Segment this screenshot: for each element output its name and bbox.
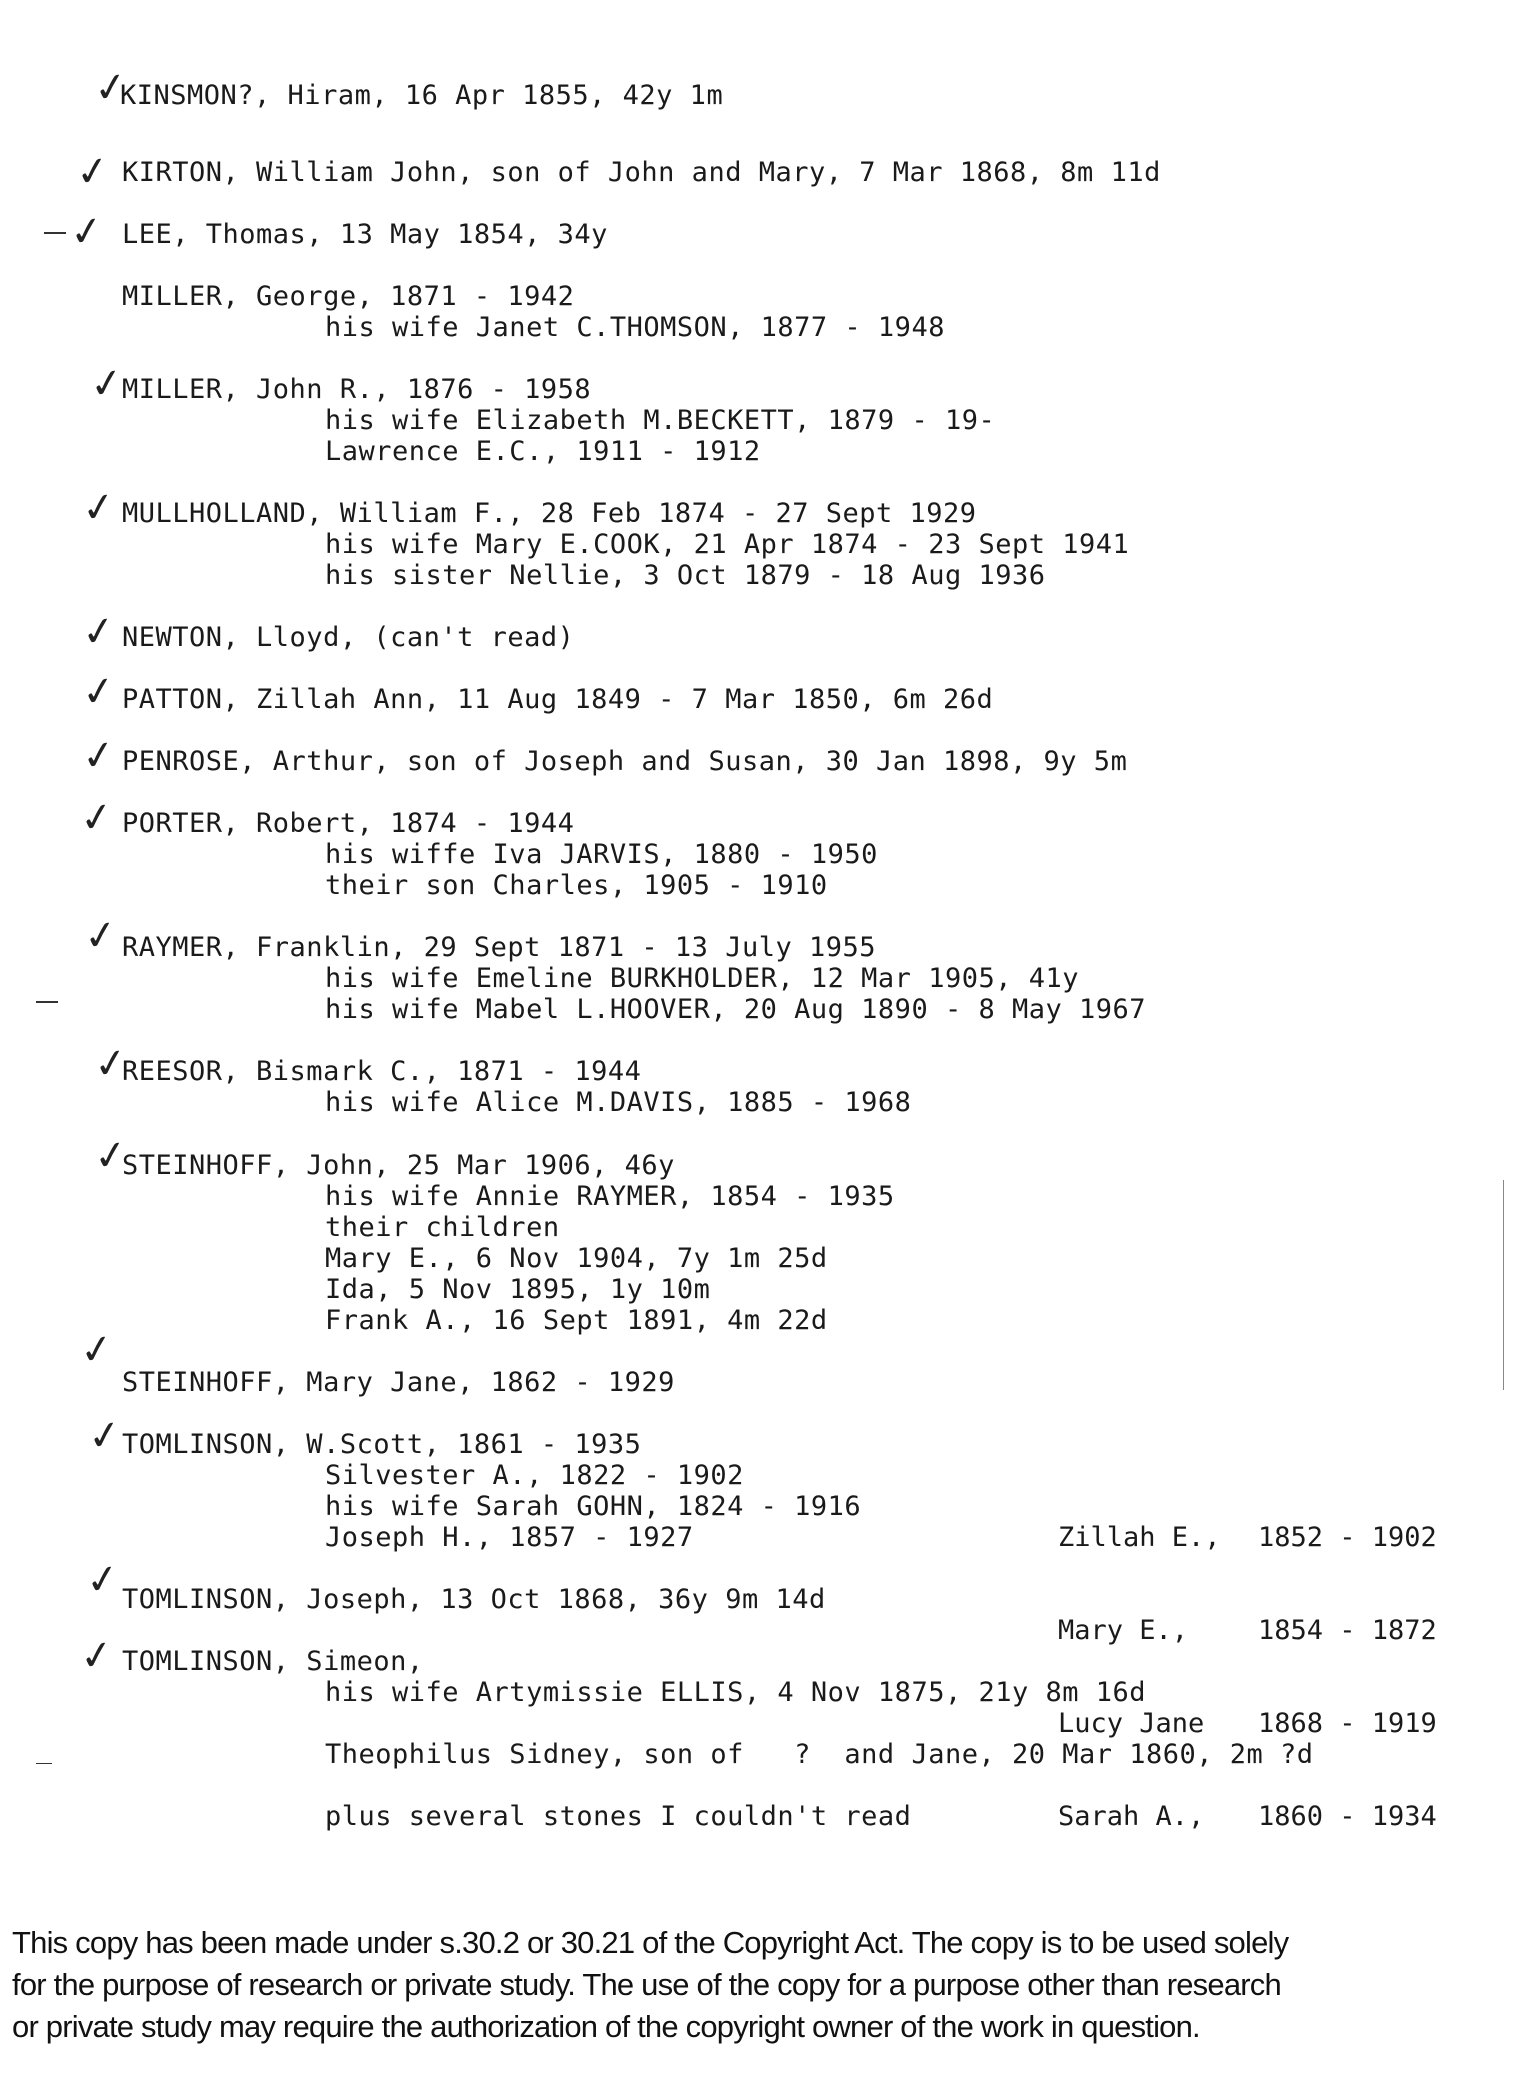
entry-line: his wife Alice M.DAVIS, 1885 - 1968	[325, 1087, 912, 1118]
child-dates: 1868 - 1919	[1258, 1708, 1437, 1739]
unreadable-note: plus several stones I couldn't read	[325, 1801, 912, 1832]
check-mark-icon: ✓	[84, 1410, 125, 1462]
entry-head: MILLER, John R., 1876 - 1958	[122, 374, 592, 405]
entry-line: his wiffe Iva JARVIS, 1880 - 1950	[325, 839, 878, 870]
entry-head: TOMLINSON, W.Scott, 1861 - 1935	[122, 1429, 642, 1460]
list-item	[1058, 1708, 1437, 1739]
entry-line: his wife Annie RAYMER, 1854 - 1935	[325, 1181, 895, 1212]
entry-line: his wife Janet C.THOMSON, 1877 - 1948	[325, 312, 945, 343]
entry-head: KIRTON, William John, son of John and Mary, 7 Mar 1868, 8m 11d	[122, 157, 1161, 188]
check-mark-icon: ✓	[76, 792, 117, 844]
entry-head: RAYMER, Franklin, 29 Sept 1871 - 13 July 1955	[122, 932, 876, 963]
list-item	[1058, 1801, 1437, 1832]
check-mark-icon: ✓	[66, 206, 107, 258]
child-name: Lucy Jane	[1058, 1708, 1205, 1739]
theophilus-line: Theophilus Sidney, son of ? and Jane, 20 Mar 1860, 2m ?d	[325, 1739, 1314, 1770]
check-mark-icon: ✓	[82, 1554, 123, 1606]
entry-head: NEWTON, Lloyd, (can't read)	[122, 622, 575, 653]
child-dates: 1852 - 1902	[1258, 1522, 1437, 1553]
margin-dash	[36, 1763, 52, 1764]
check-mark-icon: ✓	[78, 666, 119, 718]
entry-line: his wife Mary E.COOK, 21 Apr 1874 - 23 Sept 1941	[325, 529, 1130, 560]
check-mark-icon: ✓	[78, 730, 119, 782]
entry-head: STEINHOFF, Mary Jane, 1862 - 1929	[122, 1367, 675, 1398]
check-mark-icon: ✓	[86, 358, 127, 410]
entry-line: their son Charles, 1905 - 1910	[325, 870, 828, 901]
entry-head: PATTON, Zillah Ann, 11 Aug 1849 - 7 Mar 1850, 6m 26d	[122, 684, 994, 715]
margin-dash	[36, 1001, 58, 1003]
entry-line: Mary E., 6 Nov 1904, 7y 1m 25d	[325, 1243, 828, 1274]
entry-line: his wife Emeline BURKHOLDER, 12 Mar 1905, 41y	[325, 963, 1079, 994]
entry-line: his wife Sarah GOHN, 1824 - 1916	[325, 1491, 862, 1522]
notice-line: This copy has been made under s.30.2 or 30.21 of the Copyright Act. The copy is to be used solely	[12, 1925, 1289, 1960]
entry-head: KINSMON?, Hiram, 16 Apr 1855, 42y 1m	[120, 80, 724, 111]
list-item	[1058, 1615, 1437, 1646]
check-mark-icon: ✓	[76, 1324, 117, 1376]
entry-line: Lawrence E.C., 1911 - 1912	[325, 436, 761, 467]
entry-head: STEINHOFF, John, 25 Mar 1906, 46y	[122, 1150, 675, 1181]
check-mark-icon: ✓	[90, 1038, 131, 1090]
entry-line: his wife Artymissie ELLIS, 4 Nov 1875, 21y 8m 16d	[325, 1677, 1147, 1708]
copyright-notice	[12, 1922, 1507, 2048]
entry-line: Silvester A., 1822 - 1902	[325, 1460, 744, 1491]
entry-head: TOMLINSON, Simeon,	[122, 1646, 424, 1677]
child-name: Mary E.,	[1058, 1615, 1189, 1646]
child-name: Zillah E.,	[1058, 1522, 1221, 1553]
margin-rule	[1503, 1180, 1504, 1390]
entry-head: MULLHOLLAND, William F., 28 Feb 1874 - 27 Sept 1929	[122, 498, 977, 529]
notice-line: for the purpose of research or private study. The use of the copy for a purpose other than research	[12, 1967, 1281, 2002]
entry-head: PORTER, Robert, 1874 - 1944	[122, 808, 575, 839]
entry-head: REESOR, Bismark C., 1871 - 1944	[122, 1056, 642, 1087]
check-mark-icon: ✓	[80, 910, 121, 962]
entry-head: LEE, Thomas, 13 May 1854, 34y	[122, 219, 608, 250]
child-dates: 1854 - 1872	[1258, 1615, 1437, 1646]
entry-head: TOMLINSON, Joseph, 13 Oct 1868, 36y 9m 14d	[122, 1584, 826, 1615]
check-mark-icon: ✓	[90, 62, 131, 114]
check-mark-icon: ✓	[78, 606, 119, 658]
entry-head: MILLER, George, 1871 - 1942	[122, 281, 575, 312]
notice-line: or private study may require the authorization of the copyright owner of the work in question.	[12, 2009, 1200, 2044]
entry-line: his wife Mabel L.HOOVER, 20 Aug 1890 - 8 May 1967	[325, 994, 1147, 1025]
entry-head: PENROSE, Arthur, son of Joseph and Susan, 30 Jan 1898, 9y 5m	[122, 746, 1128, 777]
entry-line: their children	[325, 1212, 560, 1243]
margin-dash	[44, 232, 66, 234]
check-mark-icon: ✓	[76, 1630, 117, 1682]
check-mark-icon: ✓	[90, 1130, 131, 1182]
entry-line: Frank A., 16 Sept 1891, 4m 22d	[325, 1305, 828, 1336]
entry-line: his sister Nellie, 3 Oct 1879 - 18 Aug 1936	[325, 560, 1046, 591]
list-item	[1058, 1522, 1437, 1553]
child-name: Sarah A.,	[1058, 1801, 1205, 1832]
check-mark-icon: ✓	[78, 482, 119, 534]
entry-line: his wife Elizabeth M.BECKETT, 1879 - 19-	[325, 405, 996, 436]
entry-line: Joseph H., 1857 - 1927	[325, 1522, 694, 1553]
entry-line: Ida, 5 Nov 1895, 1y 10m	[325, 1274, 711, 1305]
check-mark-icon: ✓	[72, 146, 113, 198]
child-dates: 1860 - 1934	[1258, 1801, 1437, 1832]
